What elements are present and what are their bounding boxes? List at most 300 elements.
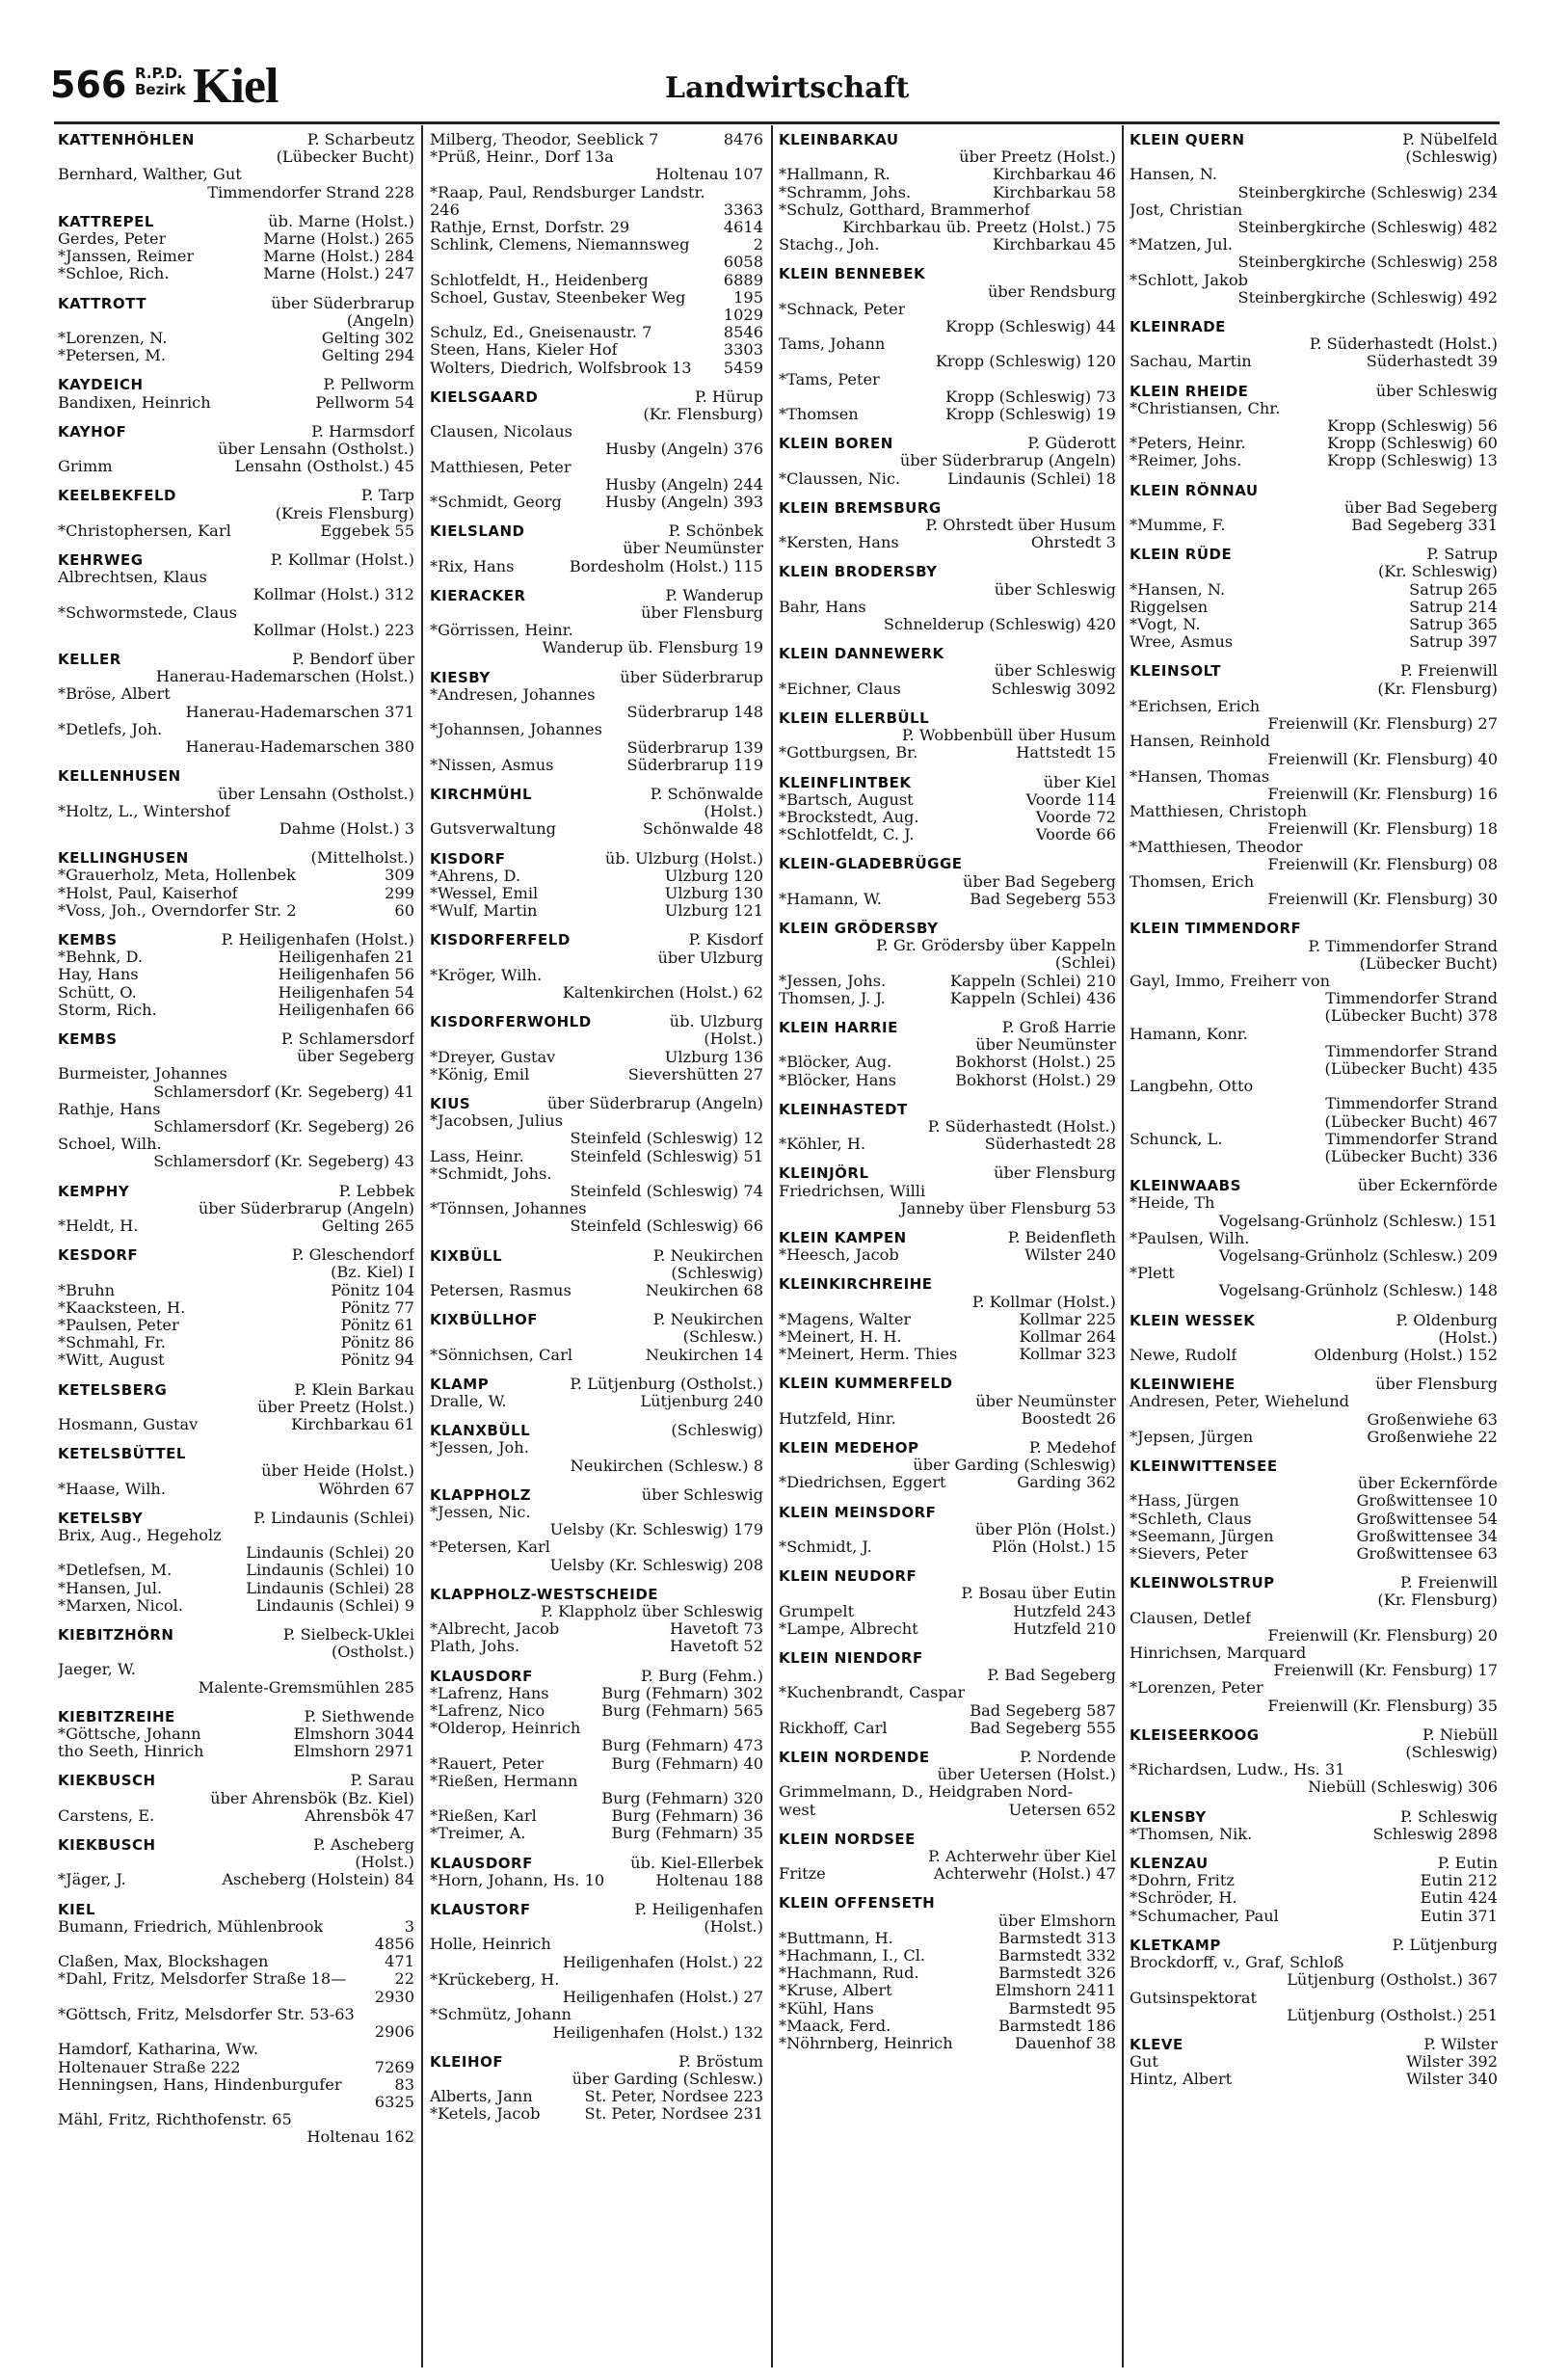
farmer-name: *Schmahl, Fr. <box>58 1334 166 1352</box>
place-name: KLEINWIEHE <box>1130 1376 1236 1394</box>
farmer-entry <box>58 803 414 820</box>
farmer-name: Schoel, Wilh. <box>58 1136 162 1154</box>
farmer-entry <box>430 639 763 656</box>
phone-number: Kollmar 264 <box>1019 1326 1116 1346</box>
farmer-name: *Rauert, Peter <box>430 1754 545 1773</box>
phone-number: Kirchbarkau 58 <box>993 182 1116 201</box>
place-heading-row <box>779 1567 1116 1585</box>
farmer-entry <box>430 704 763 721</box>
place-entry <box>430 1668 763 1843</box>
column-divider <box>1122 125 1124 2367</box>
place-postal-info: P. Lindaunis (Schlei) <box>253 1508 414 1527</box>
place-postal-info: üb. Marne (Holst.) <box>268 211 414 230</box>
farmer-entry <box>1130 715 1498 733</box>
place-postal-info: über Schleswig <box>1375 381 1498 400</box>
phone-number: Ulzburg 120 <box>664 866 763 885</box>
phone-number: Heiligenhafen (Holst.) 22 <box>562 1952 763 1971</box>
farmer-entry <box>430 1638 763 1655</box>
farmer-entry <box>58 1481 414 1498</box>
farmer-name: Rathje, Ernst, Dorfstr. 29 <box>430 219 630 237</box>
farmer-name: *Prüß, Heinr., Dorf 13a <box>430 148 614 167</box>
farmer-name: Brix, Aug., Hegeholz <box>58 1527 222 1545</box>
place-name: KLEIN MEINSDORF <box>779 1503 937 1521</box>
directory-column-4 <box>1130 131 1498 2363</box>
farmer-entry <box>58 2094 414 2111</box>
place-heading-row <box>430 1668 763 1685</box>
phone-number: Freienwill (Kr. Flensburg) 27 <box>1267 714 1498 734</box>
place-heading-row <box>58 849 414 867</box>
farmer-entry <box>430 967 763 984</box>
place-entry <box>58 1445 414 1498</box>
farmer-entry <box>1130 1026 1498 1043</box>
farmer-name: *Kühl, Hans <box>779 1999 874 2018</box>
farmer-entry <box>1130 803 1498 820</box>
place-heading-row <box>1130 131 1498 148</box>
place-postal-line: (Bz. Kiel) I <box>331 1263 414 1282</box>
farmer-entry <box>779 1311 1116 1328</box>
farmer-entry <box>779 1246 1116 1264</box>
farmer-entry <box>779 1538 1116 1556</box>
farmer-entry <box>779 1474 1116 1491</box>
farmer-entry <box>58 1807 414 1825</box>
farmer-entry <box>779 353 1116 370</box>
farmer-name: *Schleth, Claus <box>1130 1510 1252 1528</box>
farmer-name: *Vogt, N. <box>1130 616 1201 634</box>
farmer-name: *Magens, Walter <box>779 1310 912 1328</box>
place-heading-row <box>779 1831 1116 1848</box>
farmer-name: Hamdorf, Katharina, Ww. <box>58 2041 258 2059</box>
farmer-name: Schoel, Gustav, Steenbeker Weg <box>430 288 686 307</box>
farmer-name: *Nissen, Asmus <box>430 756 554 774</box>
phone-number: Großwittensee 63 <box>1356 1544 1498 1564</box>
phone-number: Burg (Fehmarn) 302 <box>601 1683 763 1702</box>
farmer-name: Riggelsen <box>1130 598 1209 616</box>
place-name: KIRCHMÜHL <box>430 785 533 803</box>
farmer-name: *Haase, Wilh. <box>58 1480 166 1498</box>
phone-number: Timmendorfer Strand <box>1325 989 1498 1008</box>
place-heading-row <box>430 1422 763 1439</box>
phone-number: Satrup 214 <box>1409 597 1498 616</box>
place-entry <box>779 1019 1116 1089</box>
header-rule <box>54 121 1500 124</box>
phone-number: Eutin 424 <box>1420 1888 1498 1908</box>
phone-number: (Lübecker Bucht) 378 <box>1324 1006 1498 1026</box>
farmer-entry <box>1130 1528 1498 1545</box>
place-name: KLAMP <box>430 1375 490 1393</box>
phone-number: Lensahn (Ostholst.) 45 <box>234 457 414 476</box>
farmer-entry <box>1130 856 1498 873</box>
phone-number: Gelting 294 <box>321 346 414 365</box>
page-number: 566 <box>50 64 127 106</box>
place-entry <box>1130 1937 1498 2024</box>
place-postal-line: Hanerau-Hademarschen (Holst.) <box>155 667 414 686</box>
phone-number: Ulzburg 136 <box>664 1047 763 1066</box>
phone-number: 3363 <box>723 200 763 219</box>
district-label-line1: R.P.D. <box>135 65 183 82</box>
phone-number: Kollmar 225 <box>1019 1309 1116 1328</box>
place-name: KLEIHOF <box>430 2052 504 2071</box>
farmer-entry <box>1130 1194 1498 1212</box>
farmer-entry <box>430 1954 763 1971</box>
place-name: KLEIN GRÖDERSBY <box>779 919 939 937</box>
place-entry <box>779 1504 1116 1557</box>
farmer-entry <box>58 1101 414 1118</box>
place-postal-line: (Kr. Flensburg) <box>1377 1591 1498 1610</box>
place-entry <box>779 1229 1116 1264</box>
place-postal-line: (Kr. Schleswig) <box>1377 562 1498 581</box>
place-postal-info: P. Lebbek <box>338 1181 414 1200</box>
farmer-entry <box>779 335 1116 353</box>
place-entry <box>58 295 414 365</box>
farmer-entry <box>779 1720 1116 1737</box>
phone-number: Ohrstedt 3 <box>1030 533 1116 552</box>
farmer-name: Gutsverwaltung <box>430 820 557 839</box>
place-name: KLENZAU <box>1130 1855 1209 1873</box>
place-name: KLEINWITTENSEE <box>1130 1457 1278 1476</box>
farmer-entry <box>1130 1778 1498 1796</box>
farmer-name: *Hachmann, Rud. <box>779 1965 919 1983</box>
place-heading-row <box>779 1229 1116 1246</box>
farmer-entry <box>1130 1213 1498 1230</box>
place-postal-line: (Schleswig) <box>1405 1743 1498 1762</box>
place-heading-row <box>58 1030 414 1048</box>
place-postal-line: über Bad Segeberg <box>963 871 1116 891</box>
place-postal-line: (Lübecker Bucht) <box>1359 953 1498 973</box>
place-entry <box>1130 1726 1498 1797</box>
farmer-name: *Rießen, Karl <box>430 1807 537 1826</box>
place-heading-row <box>1130 920 1498 937</box>
farmer-name: Jost, Christian <box>1130 201 1243 219</box>
farmer-entry <box>779 1947 1116 1965</box>
farmer-entry <box>58 1597 414 1615</box>
farmer-entry <box>58 230 414 248</box>
place-postal-info: P. Hürup <box>695 387 763 406</box>
place-name: KLEIN RHEIDE <box>1130 382 1249 400</box>
farmer-entry <box>1130 1131 1498 1148</box>
phone-number: Kropp (Schleswig) 44 <box>945 317 1116 336</box>
farmer-entry <box>779 1183 1116 1200</box>
farmer-entry <box>58 458 414 475</box>
farmer-name: *Bruhn <box>58 1281 116 1299</box>
farmer-name: Bahr, Hans <box>779 598 866 616</box>
phone-number: Lindaunis (Schlei) 10 <box>246 1561 414 1580</box>
place-postal-info: über Süderbrarup (Angeln) <box>546 1093 763 1112</box>
place-postal-line: (Schleswig) <box>1405 147 1498 167</box>
place-postal-info: P. Tarp <box>360 486 414 505</box>
farmer-name: Rathje, Hans <box>58 1100 161 1118</box>
place-entry <box>58 423 414 476</box>
place-heading-row <box>58 295 414 312</box>
farmer-entry <box>430 254 763 271</box>
phone-number: Schleswig 3092 <box>991 679 1116 698</box>
place-postal-info: über Süderbrarup <box>620 667 763 686</box>
place-name: KIEBITZHÖRN <box>58 1626 174 1645</box>
farmer-name: *Schnack, Peter <box>779 300 906 318</box>
place-postal-line: (Holst.) <box>704 802 763 821</box>
farmer-name: Schlink, Clemens, Niemannsweg <box>430 236 690 254</box>
phone-number: 6325 <box>374 2092 414 2111</box>
farmer-entry <box>1130 1113 1498 1131</box>
phone-number: Husby (Angeln) 244 <box>605 474 763 494</box>
place-postal-line: über Lensahn (Ostholst.) <box>218 440 414 459</box>
place-entry <box>58 1510 414 1615</box>
place-name: KLETKAMP <box>1130 1936 1221 1954</box>
phone-number: 6058 <box>723 253 763 272</box>
farmer-entry <box>58 704 414 721</box>
farmer-name: *Krückeberg, H. <box>430 1970 560 1989</box>
phone-number: Hanerau-Hademarschen 380 <box>185 737 414 757</box>
farmer-entry <box>430 423 763 441</box>
place-name: KLEINKIRCHREIHE <box>779 1275 933 1294</box>
place-heading-row <box>1130 1177 1498 1194</box>
place-heading-row <box>58 1772 414 1789</box>
phone-number: Voorde 72 <box>1035 807 1116 826</box>
farmer-entry <box>1130 2071 1498 2088</box>
phone-number: Oldenburg (Holst.) 152 <box>1314 1346 1498 1364</box>
farmer-entry <box>1130 733 1498 750</box>
phone-number: St. Peter, Nordsee 223 <box>584 2087 763 2106</box>
farmer-name: Tams, Johann <box>779 335 886 354</box>
place-name: KLAPPHOLZ-WESTSCHEIDE <box>430 1585 659 1603</box>
farmer-entry <box>430 739 763 757</box>
farmer-name: Matthiesen, Christoph <box>1130 803 1308 821</box>
place-heading-row <box>1130 318 1498 335</box>
farmer-entry <box>779 2035 1116 2052</box>
farmer-name: *Schmidt, Johs. <box>430 1164 552 1183</box>
farmer-entry <box>430 1504 763 1521</box>
phone-number: Kropp (Schleswig) 120 <box>935 352 1116 371</box>
phone-number: Vogelsang-Grünholz (Schlesw.) 151 <box>1218 1211 1498 1230</box>
farmer-entry <box>779 1072 1116 1089</box>
farmer-entry <box>779 318 1116 335</box>
farmer-entry <box>1130 1971 1498 1989</box>
place-postal-line: P. Timmendorfer Strand <box>1308 936 1498 955</box>
place-postal-info: P. Kollmar (Holst.) <box>270 550 414 570</box>
place-postal-info: über Eckernförde <box>1357 1176 1498 1195</box>
farmer-entry <box>1130 1954 1498 1971</box>
place-postal-info: P. Sielbeck-Uklei <box>282 1625 414 1645</box>
place-name: KLEIN BREMSBURG <box>779 498 942 517</box>
farmer-entry <box>1130 973 1498 990</box>
farmer-entry <box>779 301 1116 318</box>
farmer-entry <box>430 622 763 639</box>
farmer-entry <box>779 1965 1116 1982</box>
place-postal-line: P. Süderhastedt (Holst.) <box>927 1116 1116 1136</box>
farmer-entry <box>1130 1492 1498 1510</box>
phone-number: Bad Segeberg 555 <box>970 1718 1116 1737</box>
place-heading-row <box>1130 1574 1498 1591</box>
farmer-entry <box>779 809 1116 826</box>
phone-number: 299 <box>385 883 414 902</box>
farmer-entry <box>430 885 763 902</box>
place-postal-info: P. Eutin <box>1437 1854 1498 1873</box>
farmer-entry <box>1130 272 1498 289</box>
place-postal-info: (Schleswig) <box>671 1421 763 1440</box>
farmer-entry <box>779 616 1116 633</box>
place-postal-info: P. Sarau <box>350 1771 414 1790</box>
farmer-name: *Heide, Th <box>1130 1194 1215 1213</box>
farmer-name: Hutzfeld, Hinr. <box>779 1409 896 1428</box>
place-postal-info: P. Klein Barkau <box>294 1379 414 1399</box>
place-heading-row <box>430 931 763 949</box>
place-entry <box>1130 662 1498 908</box>
farmer-entry <box>430 2088 763 2105</box>
phone-number: Süderbrarup 139 <box>626 737 763 757</box>
farmer-name: *Witt, August <box>58 1351 165 1370</box>
place-heading-row <box>58 1626 414 1644</box>
phone-number: Bad Segeberg 553 <box>970 889 1116 908</box>
place-postal-line: (Holst.) <box>1438 1327 1498 1347</box>
phone-number: Havetoft 52 <box>670 1637 763 1656</box>
place-heading-row <box>1130 1457 1498 1475</box>
farmer-entry <box>1130 166 1498 183</box>
place-postal-info: P. Beidenfleth <box>1007 1227 1116 1246</box>
place-name: KIERACKER <box>430 586 526 604</box>
phone-number: Hutzfeld 210 <box>1013 1618 1116 1638</box>
section-title: Landwirtschaft <box>665 71 910 105</box>
phone-number: Pönitz 94 <box>340 1350 414 1370</box>
farmer-entry <box>58 1217 414 1235</box>
farmer-name: *Schröder, H. <box>1130 1889 1237 1908</box>
place-heading-row <box>779 563 1116 580</box>
place-name: KETELSBY <box>58 1509 144 1527</box>
place-postal-line: über Ahrensbök (Bz. Kiel) <box>210 1788 414 1807</box>
place-heading-row <box>779 920 1116 937</box>
farmer-entry <box>430 201 763 219</box>
place-entry <box>779 645 1116 698</box>
farmer-entry <box>779 388 1116 406</box>
farmer-entry <box>430 1620 763 1638</box>
place-postal-line: über Garding (Schleswig) <box>913 1456 1116 1475</box>
phone-number: Kollmar (Holst.) 223 <box>253 620 414 639</box>
farmer-entry <box>430 307 763 324</box>
farmer-name: *Göttsche, Johann <box>58 1725 201 1744</box>
phone-number: 4856 <box>374 1935 414 1954</box>
place-name: KETELSBÜTTEL <box>58 1445 186 1463</box>
farmer-name: *Detlefsen, M. <box>58 1562 173 1580</box>
place-name: KLANXBÜLL <box>430 1422 531 1440</box>
place-heading-row <box>779 499 1116 517</box>
farmer-entry <box>1130 873 1498 891</box>
farmer-entry <box>430 1130 763 1147</box>
place-heading-row <box>430 1586 763 1603</box>
farmer-entry <box>1130 1393 1498 1410</box>
place-entry <box>1130 482 1498 535</box>
place-postal-line: P. Achterwehr über Kiel <box>928 1847 1116 1866</box>
place-entry <box>779 1101 1116 1154</box>
farmer-entry <box>58 1136 414 1153</box>
place-heading-row <box>430 1247 763 1265</box>
farmer-name: Mähl, Fritz, Richthofenstr. 65 <box>58 2111 292 2129</box>
phone-number: Husby (Angeln) 376 <box>605 440 763 459</box>
farmer-name: *Gottburgsen, Br. <box>779 744 918 762</box>
farmer-entry <box>430 236 763 254</box>
place-heading-row <box>58 423 414 441</box>
place-entry <box>430 669 763 774</box>
farmer-name: *Holtz, L., Wintershof <box>58 802 230 820</box>
farmer-name: Hosmann, Gustav <box>58 1416 199 1433</box>
farmer-entry <box>1130 2053 1498 2071</box>
farmer-name: *Raap, Paul, Rendsburger Landstr. <box>430 183 705 201</box>
farmer-entry <box>1130 990 1498 1007</box>
farmer-name: *Diedrichsen, Eggert <box>779 1474 946 1492</box>
farmer-entry <box>779 1328 1116 1346</box>
farmer-entry <box>1130 1230 1498 1247</box>
farmer-entry <box>1130 1043 1498 1060</box>
farmer-entry <box>58 2006 414 2023</box>
farmer-entry <box>430 1148 763 1165</box>
farmer-entry <box>779 1802 1116 1819</box>
farmer-entry <box>430 1989 763 2006</box>
place-postal-info: P. Heiligenhafen <box>634 1900 763 1919</box>
phone-number: 471 <box>385 1952 414 1971</box>
farmer-entry <box>58 885 414 902</box>
phone-number: Kollmar (Holst.) 312 <box>253 585 414 604</box>
farmer-entry <box>1130 839 1498 856</box>
farmer-name: *Peters, Heinr. <box>1130 435 1246 453</box>
phone-number: 22 <box>394 1969 414 1989</box>
farmer-entry <box>1130 184 1498 201</box>
place-heading-row <box>58 1183 414 1200</box>
farmer-name: *Erichsen, Erich <box>1130 697 1261 715</box>
place-name: KLEIN KUMMERFELD <box>779 1375 953 1393</box>
farmer-entry <box>779 184 1116 201</box>
place-heading-row <box>430 1311 763 1328</box>
place-name: KLEINBARKAU <box>779 131 899 148</box>
farmer-name: 246 <box>430 201 460 219</box>
farmer-entry <box>779 1346 1116 1363</box>
phone-number: Großwittensee 34 <box>1356 1526 1498 1545</box>
place-entry <box>58 1381 414 1434</box>
phone-number: Elmshorn 2411 <box>995 1981 1116 2000</box>
farmer-entry <box>1130 1610 1498 1627</box>
phone-number: Boostedt 26 <box>1021 1408 1116 1428</box>
farmer-name: Clausen, Detlef <box>1130 1609 1252 1627</box>
place-postal-line: (Ostholst.) <box>331 1643 414 1662</box>
farmer-entry <box>1130 1007 1498 1025</box>
farmer-name: *Maack, Ferd. <box>779 2017 891 2035</box>
farmer-name: *Hass, Jürgen <box>1130 1492 1239 1511</box>
place-name: KLEINWOLSTRUP <box>1130 1574 1275 1592</box>
farmer-entry <box>58 1871 414 1888</box>
farmer-entry <box>58 2023 414 2041</box>
place-entry <box>1130 1808 1498 1843</box>
place-postal-info: P. Freienwill <box>1399 661 1498 681</box>
farmer-name: *Mumme, F. <box>1130 517 1226 535</box>
farmer-entry <box>430 1521 763 1538</box>
phone-number: Heiligenhafen (Holst.) 27 <box>562 1988 763 2007</box>
farmer-entry <box>1130 417 1498 435</box>
farmer-entry <box>1130 2007 1498 2024</box>
farmer-name: *Lafrenz, Nico <box>430 1702 545 1721</box>
phone-number: Wilster 340 <box>1406 2070 1498 2089</box>
place-entry <box>430 587 763 657</box>
farmer-name: *Holst, Paul, Kaiserhof <box>58 884 238 902</box>
place-heading-row <box>779 709 1116 727</box>
place-entry <box>1130 1312 1498 1365</box>
place-postal-line: über Elmshorn <box>997 1911 1116 1930</box>
place-entry <box>430 1422 763 1475</box>
farmer-name: Sachau, Martin <box>1130 353 1252 371</box>
farmer-name: *Nöhrnberg, Heinrich <box>779 2035 953 2053</box>
place-entry <box>779 435 1116 488</box>
place-heading-row <box>1130 383 1498 400</box>
place-heading-row <box>779 265 1116 282</box>
farmer-name: *Sönnichsen, Carl <box>430 1346 573 1364</box>
farmer-name: *Jacobsen, Julius <box>430 1112 564 1131</box>
farmer-entry <box>1130 452 1498 469</box>
place-heading-row <box>430 1013 763 1030</box>
